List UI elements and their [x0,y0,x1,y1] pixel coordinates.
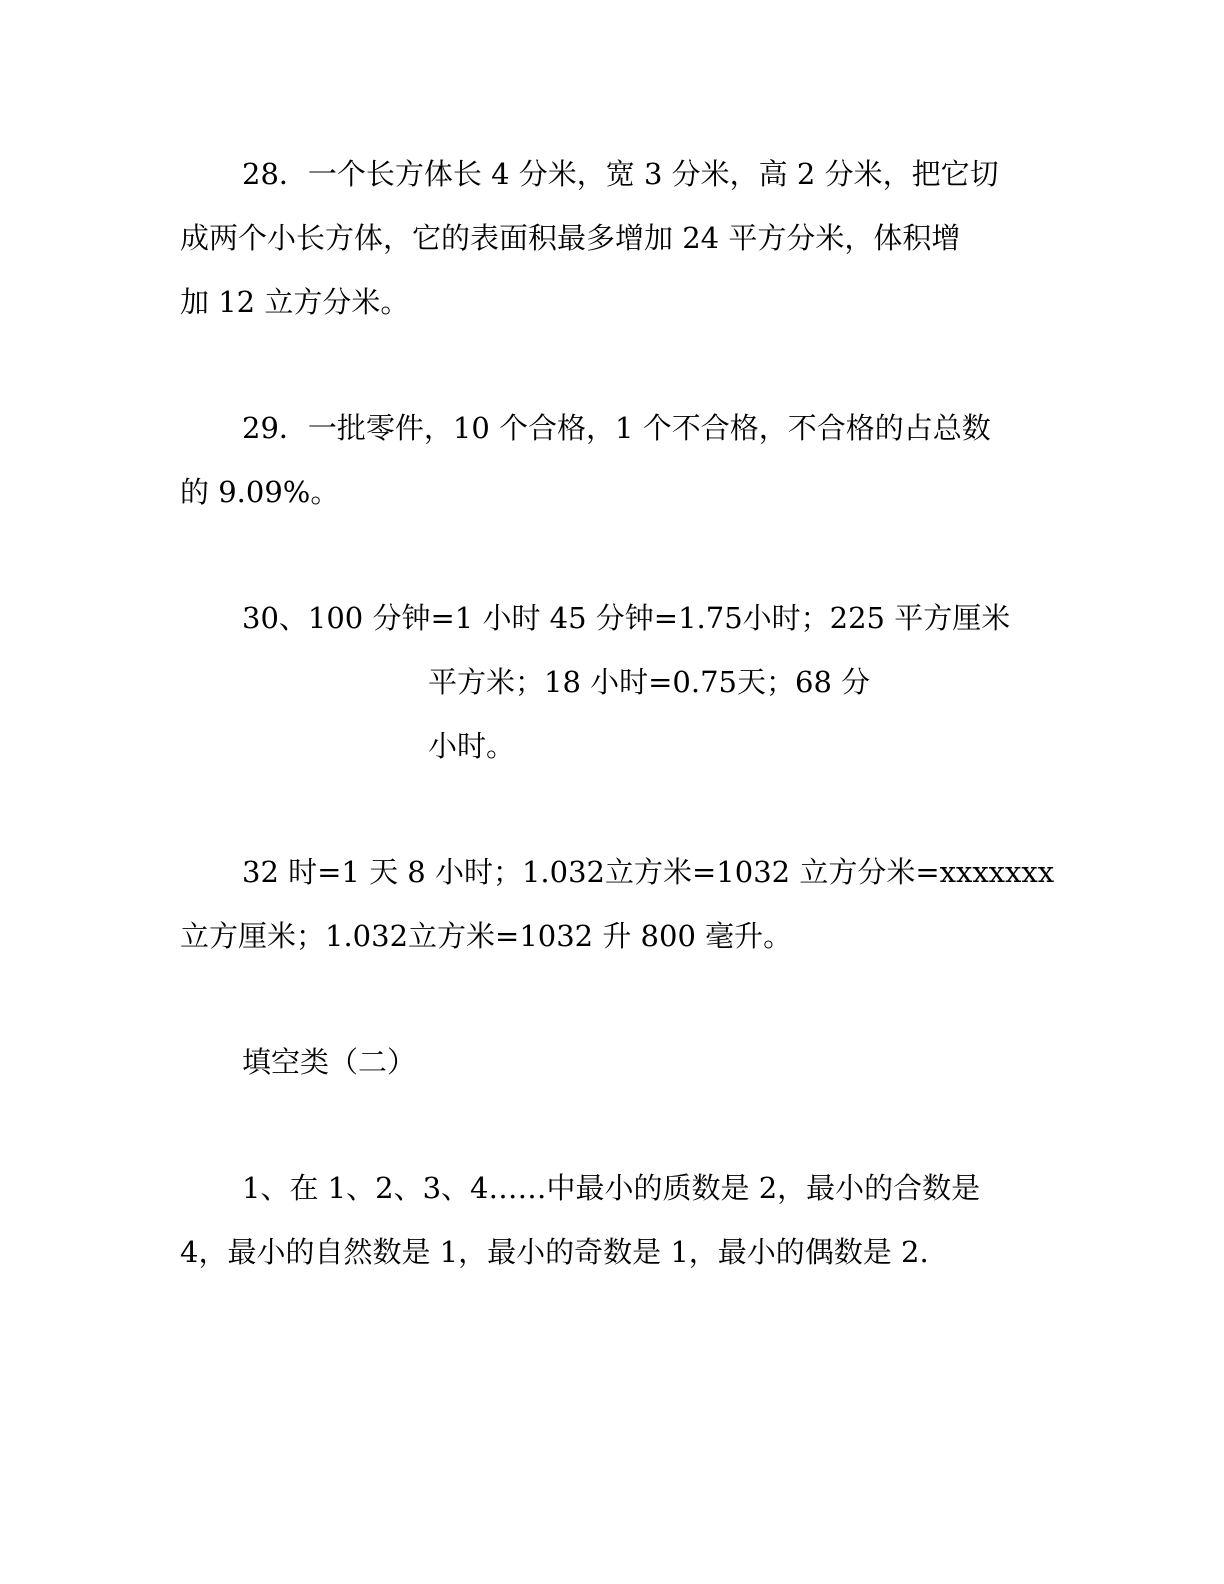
q30-line-3: 小时。 [428,729,516,763]
q28-line-2: 成两个小长方体，它的表面积最多增加 24 平方分米，体积增 [180,221,961,255]
q29-line-2: 的 9.09%。 [180,475,340,509]
section-title: 填空类（二） [242,1045,417,1079]
q28-line-3: 加 12 立方分米。 [180,285,410,319]
q1-line-1: 1、在 1、2、3、4……中最小的质数是 2，最小的合数是 [242,1171,981,1205]
q1-line-2: 4，最小的自然数是 1，最小的奇数是 1，最小的偶数是 2. [180,1235,929,1269]
q32-line-2: 立方厘米；1.032立方米=1032 升 800 毫升。 [180,919,793,953]
q28-line-1: 28．一个长方体长 4 分米，宽 3 分米，高 2 分米，把它切 [242,157,999,191]
q32-line-1: 32 时=1 天 8 小时；1.032立方米=1032 立方分米=xxxxxxx [242,855,1055,889]
q29-line-1: 29．一批零件，10 个合格，1 个不合格，不合格的占总数 [242,411,991,445]
q30-line-2: 平方米；18 小时=0.75天；68 分 [428,665,871,699]
q30-line-1: 30、100 分钟=1 小时 45 分钟=1.75小时；225 平方厘米 [242,601,1011,635]
